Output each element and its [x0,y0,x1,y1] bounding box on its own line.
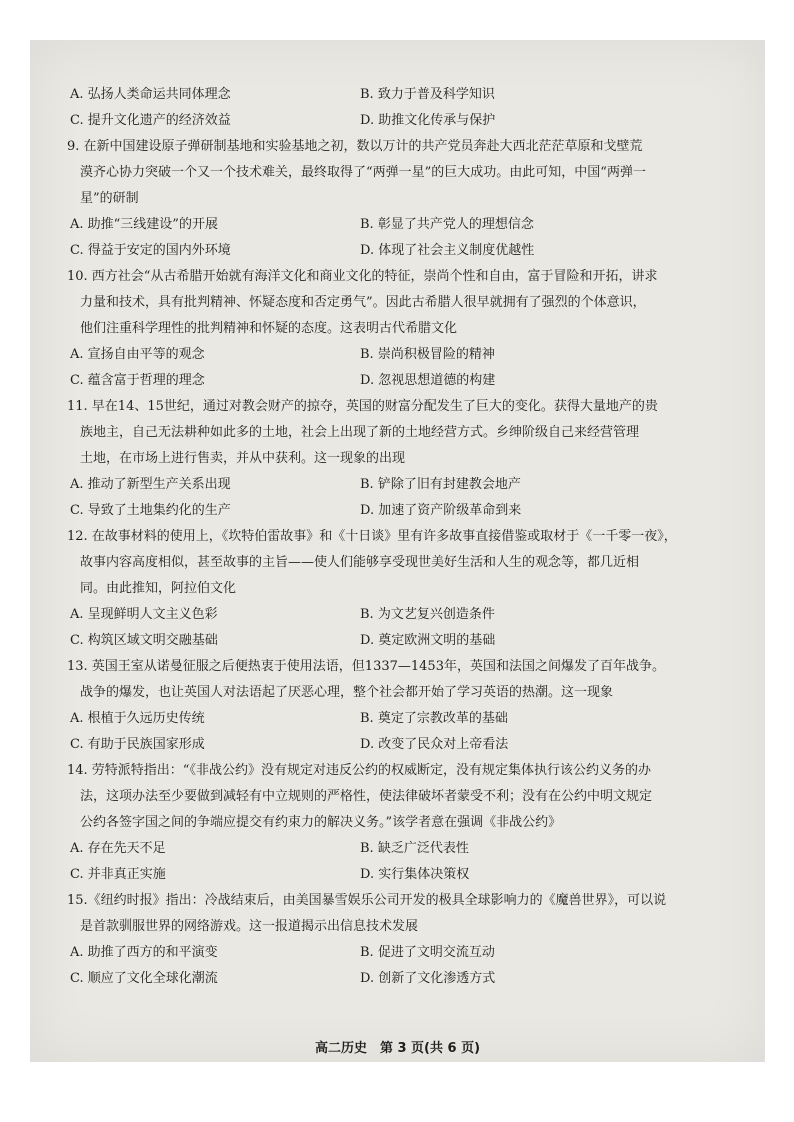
page-footer: 高二历史 第 3 页(共 6 页) [314,1041,481,1056]
option-row [67,82,752,108]
option-row [67,238,752,264]
option-a: A. 助推“三线建设”的开展 [70,217,218,232]
option-row [67,342,752,368]
option-row [67,706,752,732]
question-12 [67,524,752,654]
option-b: B. 缺乏广泛代表性 [360,841,469,856]
exam-page [30,40,765,1062]
question-stem-line: 14. 劳特派特指出：“《非战公约》没有规定对违反公约的权威断定，没有规定集体执行该公约义务的办 [67,763,651,778]
question-stem-line: 星”的研制 [80,191,139,206]
option-a: A. 存在先天不足 [70,841,166,856]
question-stem-line: 法，这项办法至少要做到减轻有中立规则的严格性，使法律破坏者蒙受不利；没有在公约中明文规定 [80,789,653,804]
option-b: B. 铲除了旧有封建教会地产 [360,477,521,492]
question-stem-line: 故事内容高度相似，甚至故事的主旨——使人们能够享受现世美好生活和人生的观念等，都几近相 [80,555,640,570]
option-c: C. 蕴含富于哲理的理念 [70,373,205,388]
option-a: A. 呈现鲜明人文主义色彩 [70,607,218,622]
question-stem-line: 13. 英国王室从诺曼征服之后便热衷于使用法语，但1337—1453年，英国和法国之间爆发了百年战争。 [67,659,665,674]
option-c: C. 提升文化遗产的经济效益 [70,113,231,128]
question-stem-line: 他们注重科学理性的批判精神和怀疑的态度。这表明古代希腊文化 [80,321,458,336]
option-row [67,966,752,992]
option-d: D. 创新了文化渗透方式 [360,971,496,986]
question-stem-line: 土地，在市场上进行售卖，并从中获利。这一现象的出现 [80,451,406,466]
option-d: D. 加速了资产阶级革命到来 [360,503,522,518]
option-a: A. 根植于久远历史传统 [70,711,205,726]
exam-content [67,82,752,992]
option-a: A. 宣扬自由平等的观念 [70,347,205,362]
option-row [67,862,752,888]
question-9 [67,134,752,264]
option-row [67,108,752,134]
option-d: D. 改变了民众对上帝看法 [360,737,509,752]
option-c: C. 导致了土地集约化的生产 [70,503,231,518]
option-row [67,498,752,524]
option-b: B. 致力于普及科学知识 [360,87,495,102]
option-row [67,602,752,628]
question-13 [67,654,752,758]
question-stem-line: 战争的爆发，也让英国人对法语起了厌恶心理，整个社会都开始了学习英语的热潮。这一现象 [80,685,614,700]
question-stem-line: 是首款驯服世界的网络游戏。这一报道揭示出信息技术发展 [80,919,419,934]
question-stem-line: 11. 早在14、15世纪，通过对教会财产的掠夺，英国的财富分配发生了巨大的变化。获得大量地产的贵 [67,399,658,414]
question-stem-line: 12. 在故事材料的使用上，《坎特伯雷故事》和《十日谈》里有许多故事直接借鉴或取材于《一千零一夜》， [67,529,677,544]
question-stem-line: 力量和技术，具有批判精神、怀疑态度和否定勇气”。因此古希腊人很早就拥有了强烈的个体意识， [80,295,646,310]
option-a: A. 弘扬人类命运共同体理念 [70,87,231,102]
option-row [67,940,752,966]
option-row [67,628,752,654]
option-c: C. 有助于民族国家形成 [70,737,205,752]
option-d: D. 实行集体决策权 [360,867,470,882]
option-a: A. 助推了西方的和平演变 [70,945,218,960]
option-b: B. 促进了文明交流互动 [360,945,495,960]
option-b: B. 奠定了宗教改革的基础 [360,711,508,726]
option-row [67,732,752,758]
question-stem-line: 同。由此推知，阿拉伯文化 [80,581,237,596]
option-row [67,368,752,394]
option-row [67,836,752,862]
question-11 [67,394,752,524]
question-15 [67,888,752,992]
option-row [67,212,752,238]
question-10 [67,264,752,394]
question-14 [67,758,752,888]
option-d: D. 忽视思想道德的构建 [360,373,496,388]
option-a: A. 推动了新型生产关系出现 [70,477,231,492]
option-b: B. 彰显了共产党人的理想信念 [360,217,534,232]
question-stem-line: 漠齐心协力突破一个又一个技术难关，最终取得了“两弹一星”的巨大成功。由此可知，中国“两弹一 [80,165,646,180]
option-c: C. 顺应了文化全球化潮流 [70,971,218,986]
option-d: D. 助推文化传承与保护 [360,113,496,128]
option-b: B. 崇尚积极冒险的精神 [360,347,495,362]
option-b: B. 为文艺复兴创造条件 [360,607,495,622]
question-stem-line: 10. 西方社会“从古希腊开始就有海洋文化和商业文化的特征，崇尚个性和自由，富于冒险和开拓，讲求 [67,269,658,284]
option-d: D. 体现了社会主义制度优越性 [360,243,535,258]
question-stem-line: 15.《纽约时报》指出：冷战结束后，由美国暴雪娱乐公司开发的极具全球影响力的《魔兽世界》，可以说 [67,893,667,908]
option-d: D. 奠定欧洲文明的基础 [360,633,496,648]
option-c: C. 并非真正实施 [70,867,166,882]
question-stem-line: 9. 在新中国建设原子弹研制基地和实验基地之初，数以万计的共产党员奔赴大西北茫茫草原和戈壁荒 [67,139,643,154]
question-stem-line: 公约各签字国之间的争端应提交有约束力的解决义务。”该学者意在强调《非战公约》 [80,815,562,830]
option-row [67,472,752,498]
option-c: C. 构筑区域文明交融基础 [70,633,218,648]
option-c: C. 得益于安定的国内外环境 [70,243,231,258]
question-stem-line: 族地主，自己无法耕种如此多的土地，社会上出现了新的土地经营方式。乡绅阶级自己来经营管理 [80,425,640,440]
